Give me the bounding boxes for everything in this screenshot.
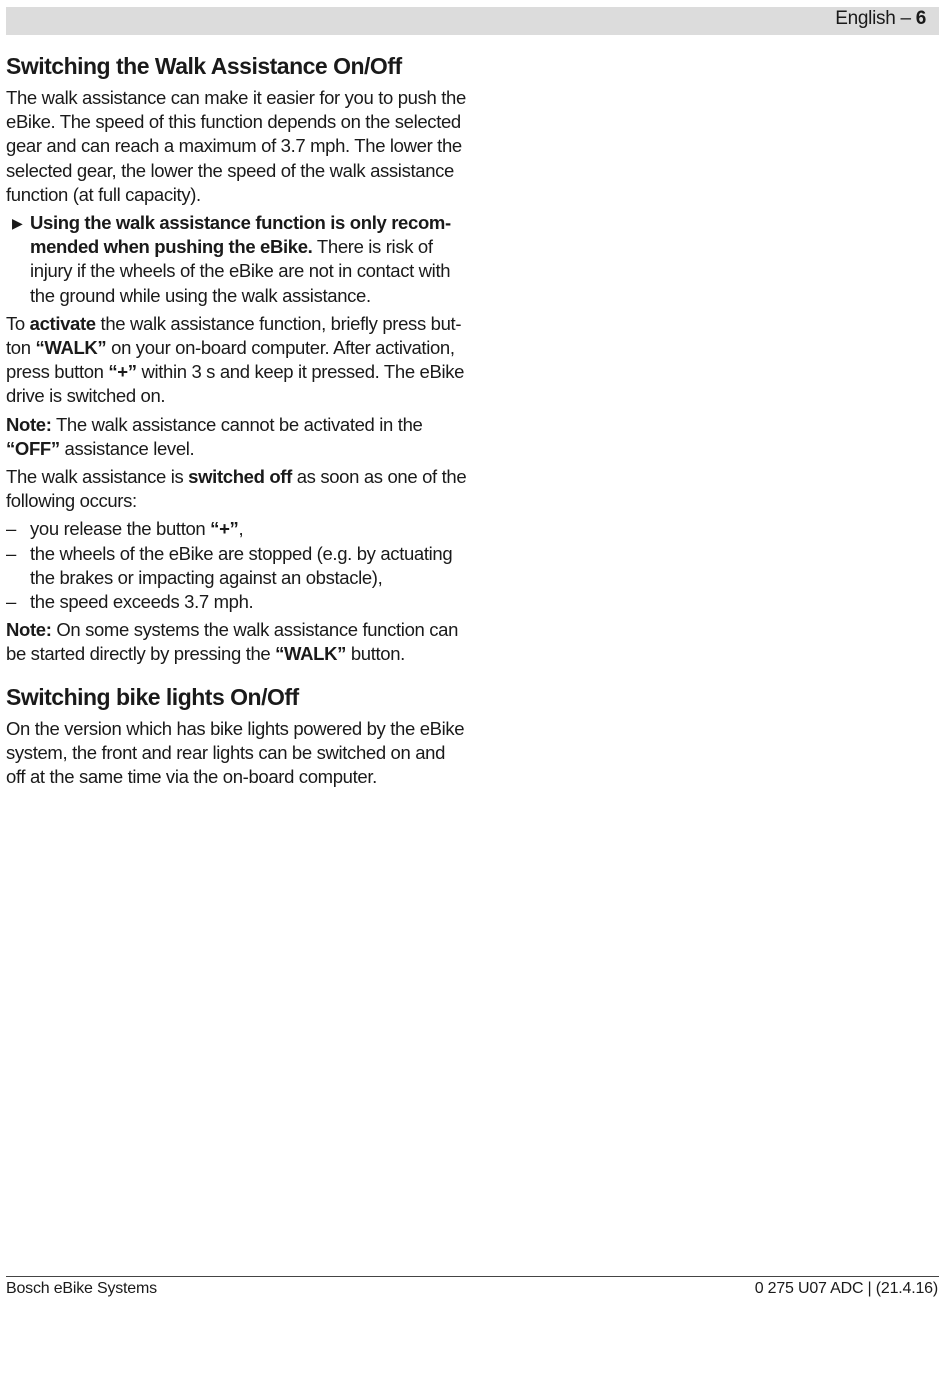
list-item — [6, 517, 468, 541]
note2-label: Note: — [6, 619, 52, 641]
list-item — [6, 542, 468, 590]
bike-lights-paragraph: On the version which has bike lights powered by the eBike system, the front and rear lights can be switched on and off at the same time via the on-board computer. — [6, 717, 465, 788]
activate-t2: the walk assistance function, briefly press button — [6, 312, 462, 359]
walk-assistance-intro: The walk assistance can make it easier for you to push the eBike. The speed of this function depends on the selected gear and can reach a maximum of 3.7 mph. The lower the selected gear, the lower the speed of the walk assistance function (at full capacity). — [6, 87, 466, 205]
note1-label: Note: — [6, 413, 52, 435]
note1-t2: assistance level. — [59, 437, 195, 459]
list-item1-end: , — [238, 518, 244, 540]
footer-brand: Bosch eBike Systems — [6, 1280, 157, 1297]
switched-off-b1: switched off — [188, 466, 292, 488]
list-item — [6, 590, 468, 614]
note-off-level — [6, 413, 468, 461]
list-item1-bold: “+” — [210, 518, 239, 540]
list-item2-text: the wheels of the eBike are stopped (e.g. by actuating the brakes or impacting against an obstacle), — [30, 542, 453, 588]
note-walk-button — [6, 618, 468, 666]
switched-off-t2: as soon as one of the following occurs: — [6, 466, 467, 512]
section-title-bike-lights: Switching bike lights On/Off — [6, 683, 299, 710]
activate-t1: To — [6, 312, 30, 334]
section-title-walk-assistance: Switching the Walk Assistance On/Off — [6, 53, 402, 79]
activate-b3: “+” — [108, 361, 137, 383]
dash-marker: – — [6, 591, 16, 613]
switch-off-conditions-list — [6, 517, 468, 614]
page-number: 6 — [915, 8, 926, 29]
note1-t1: The walk assistance cannot be activated in the — [51, 413, 423, 435]
header-language: English — [835, 8, 896, 29]
list-item3-text: the speed exceeds 3.7 mph. — [30, 591, 254, 613]
list-item1-text: you release the button — [30, 518, 211, 540]
activate-paragraph — [6, 312, 468, 409]
note2-b1: “WALK” — [275, 643, 347, 665]
activate-b2: “WALK” — [35, 337, 107, 359]
switched-off-paragraph — [6, 465, 468, 513]
switched-off-t1: The walk assistance is — [6, 466, 189, 488]
main-content — [6, 50, 468, 793]
page-header — [835, 7, 926, 31]
note2-t1: On some systems the walk assistance function can be started directly by pressing the — [6, 619, 459, 665]
note2-t2: button. — [346, 643, 405, 665]
dash-marker: – — [6, 518, 16, 540]
activate-t3: on your on-board computer. After activation, press button — [6, 337, 455, 383]
header-bar — [6, 7, 939, 35]
activate-t4: within 3 s and keep it pressed. The eBike drive is switched on. — [6, 361, 465, 407]
footer-doc-id: 0 275 U07 ADC | (21.4.16) — [754, 1280, 938, 1297]
safety-warning — [6, 211, 468, 308]
activate-b1: activate — [29, 312, 96, 334]
footer-divider — [6, 1276, 939, 1277]
warning-text: There is risk of injury if the wheels of the eBike are not in contact with the ground while using the walk assistance. — [30, 236, 451, 306]
warning-triangle-icon: ▶ — [12, 215, 23, 232]
note1-b1: “OFF” — [6, 437, 60, 459]
header-separator: – — [895, 8, 916, 29]
dash-marker: – — [6, 542, 16, 564]
warning-bold-text: Using the walk assistance function is only recommended when pushing the eBike. — [30, 212, 452, 258]
